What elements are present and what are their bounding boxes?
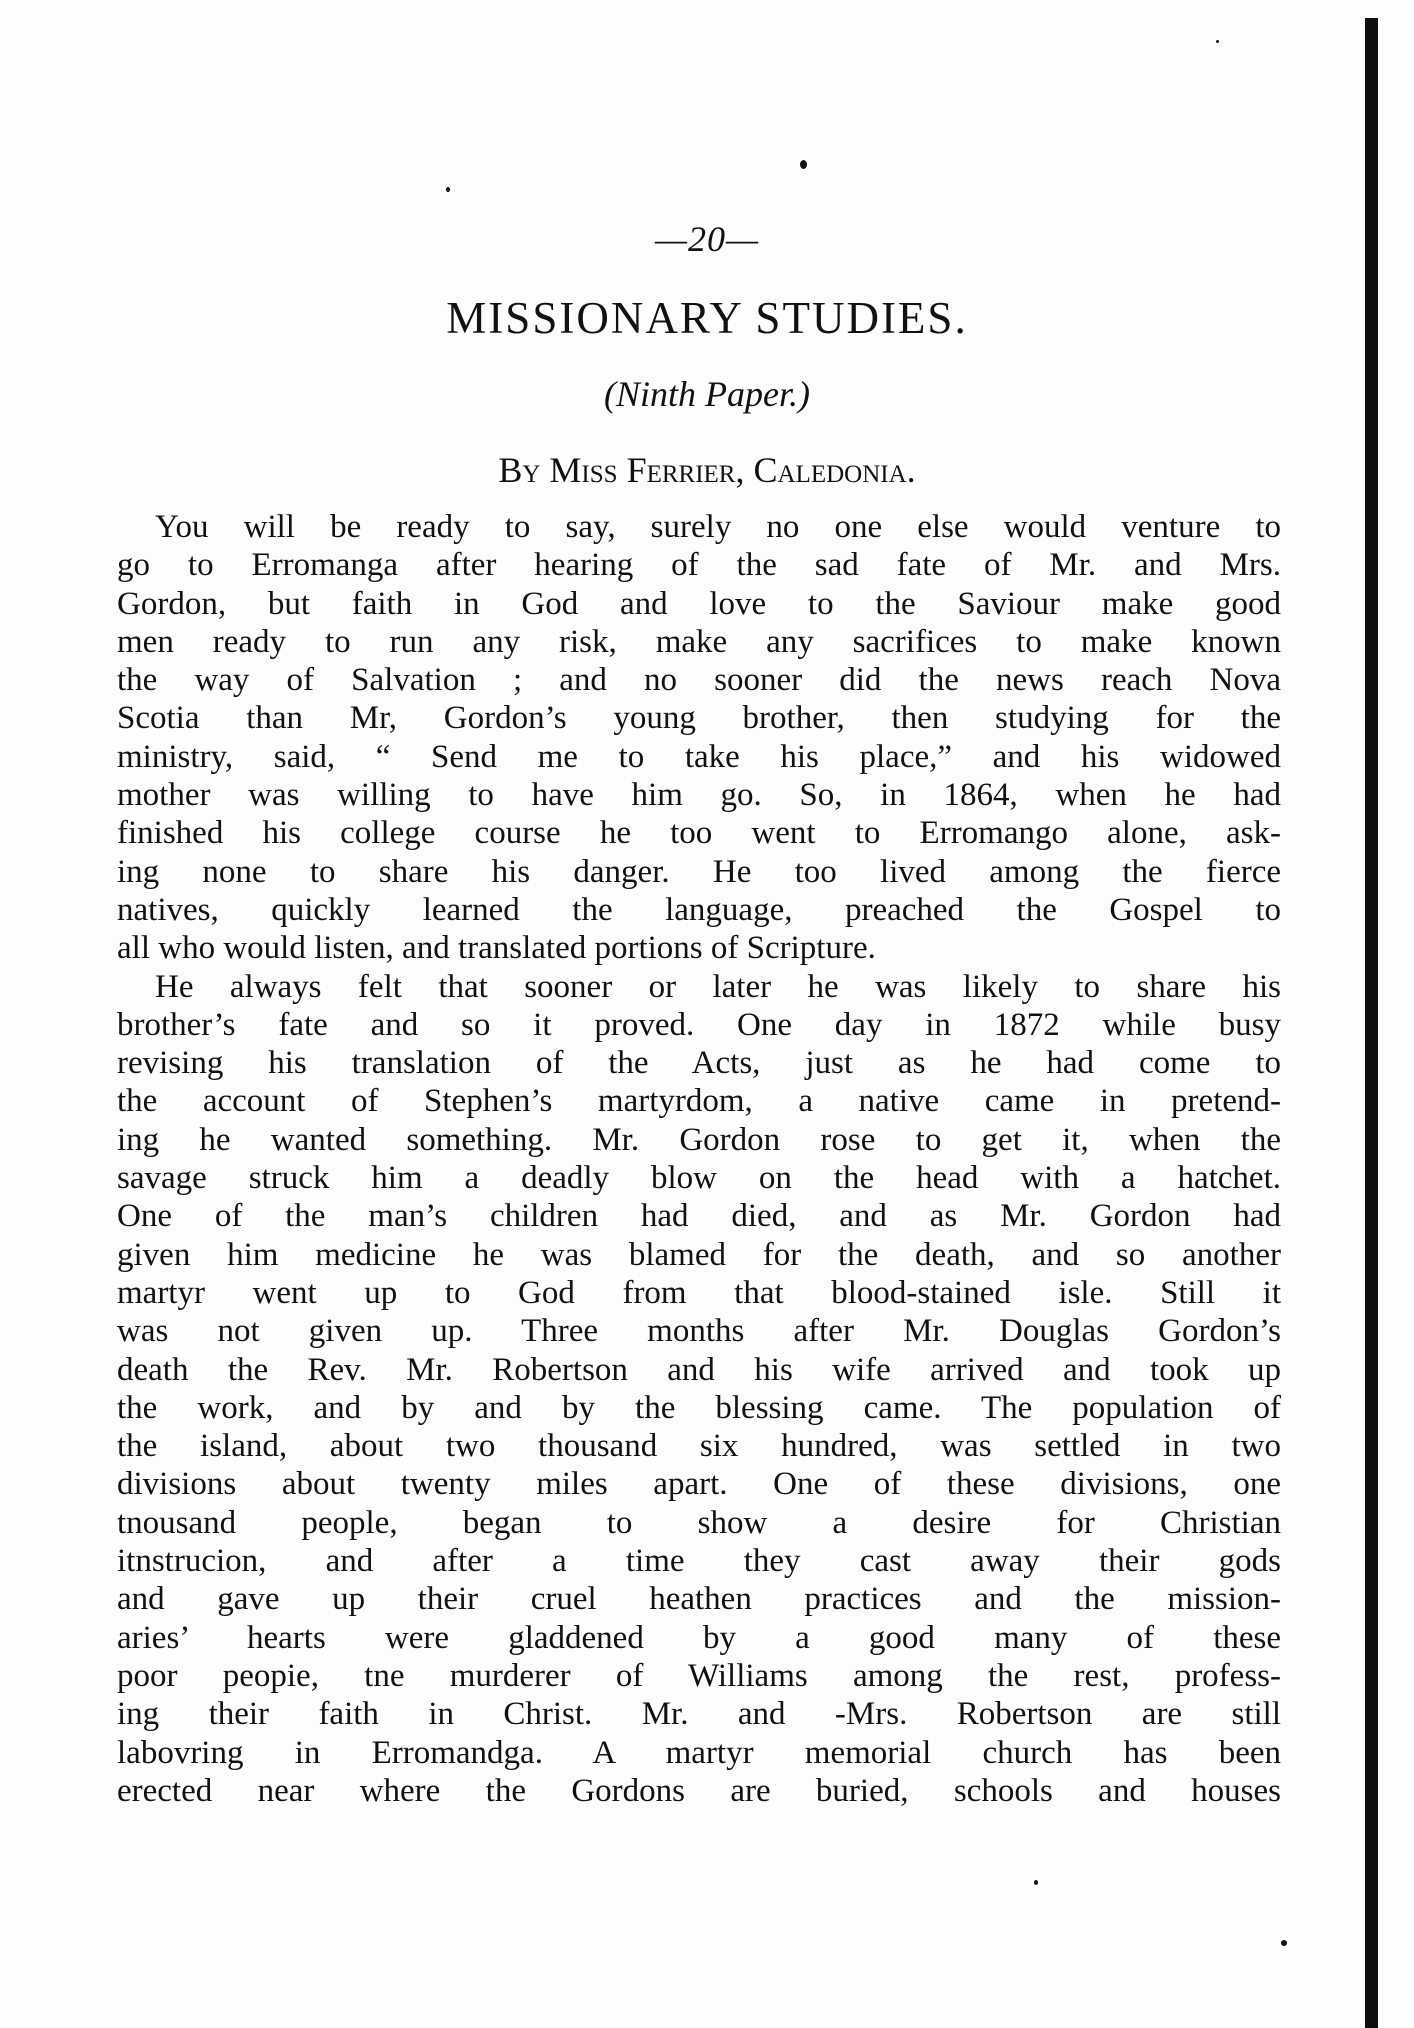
ink-speck [1034, 1880, 1038, 1885]
text-line: poor peopie, tne murderer of Williams among the rest, profess- [117, 1657, 1281, 1694]
text-line: the island, about two thousand six hundred, was settled in two [117, 1428, 1281, 1465]
text-line: the way of Salvation ; and no sooner did the news reach Nova [117, 662, 1281, 699]
text-line: aries’ hearts were gladdened by a good many of these [117, 1619, 1281, 1656]
article-body [117, 508, 1281, 1810]
text-line: ing he wanted something. Mr. Gordon rose to get it, when the [117, 1121, 1281, 1158]
text-line: divisions about twenty miles apart. One of these divisions, one [117, 1466, 1281, 1503]
text-line: mother was willing to have him go. So, in 1864, when he had [117, 777, 1281, 814]
text-line: go to Erromanga after hearing of the sad fate of Mr. and Mrs. [117, 547, 1281, 584]
article-subtitle: (Ninth Paper.) [604, 374, 810, 414]
text-line: itnstrucion, and after a time they cast away their gods [117, 1543, 1281, 1580]
text-line: tnousand people, began to show a desire for Christian [117, 1504, 1281, 1541]
text-line: revising his translation of the Acts, just as he had come to [117, 1045, 1281, 1082]
ink-speck [446, 187, 450, 192]
text-line: was not given up. Three months after Mr. Douglas Gordon’s [117, 1313, 1281, 1350]
ink-speck [800, 160, 807, 169]
text-line: men ready to run any risk, make any sacrifices to make known [117, 623, 1281, 660]
text-line: savage struck him a deadly blow on the head with a hatchet. [117, 1160, 1281, 1197]
text-line: He always felt that sooner or later he was likely to share his [155, 968, 1281, 1005]
text-line: Scotia than Mr, Gordon’s young brother, then studying for the [117, 700, 1281, 737]
page-number: —20— [654, 219, 760, 259]
text-line: ministry, said, “ Send me to take his place,” and his widowed [117, 738, 1281, 775]
article-title: MISSIONARY STUDIES. [446, 293, 968, 343]
ink-speck [1216, 40, 1219, 43]
text-line: martyr went up to God from that blood-stained isle. Still it [117, 1274, 1281, 1311]
author-byline: By Miss Ferrier, Caledonia. [498, 450, 916, 490]
text-line: One of the man’s children had died, and as Mr. Gordon had [117, 1198, 1281, 1235]
text-line: natives, quickly learned the language, preached the Gospel to [117, 891, 1281, 928]
text-line: death the Rev. Mr. Robertson and his wife arrived and took up [117, 1351, 1281, 1388]
text-line: ing none to share his danger. He too lived among the fierce [117, 853, 1281, 890]
text-line: erected near where the Gordons are buried, schools and houses [117, 1772, 1281, 1809]
text-line: finished his college course he too went to Erromango alone, ask- [117, 815, 1281, 852]
text-line: ing their faith in Christ. Mr. and -Mrs. Robertson are still [117, 1696, 1281, 1733]
text-line: brother’s fate and so it proved. One day in 1872 while busy [117, 1006, 1281, 1043]
text-line: and gave up their cruel heathen practices and the mission- [117, 1581, 1281, 1618]
text-line: You will be ready to say, surely no one else would venture to [155, 509, 1281, 545]
text-line: given him medicine he was blamed for the death, and so another [117, 1236, 1281, 1273]
ink-speck [1281, 1940, 1287, 1946]
text-line: the account of Stephen’s martyrdom, a native came in pretend- [117, 1083, 1281, 1120]
text-line: all who would listen, and translated portions of Scripture. [117, 930, 876, 967]
text-line: Gordon, but faith in God and love to the Saviour make good [117, 585, 1281, 622]
text-line: the work, and by and by the blessing came. The population of [117, 1389, 1281, 1426]
text-line: labovring in Erromandga. A martyr memorial church has been [117, 1734, 1281, 1771]
